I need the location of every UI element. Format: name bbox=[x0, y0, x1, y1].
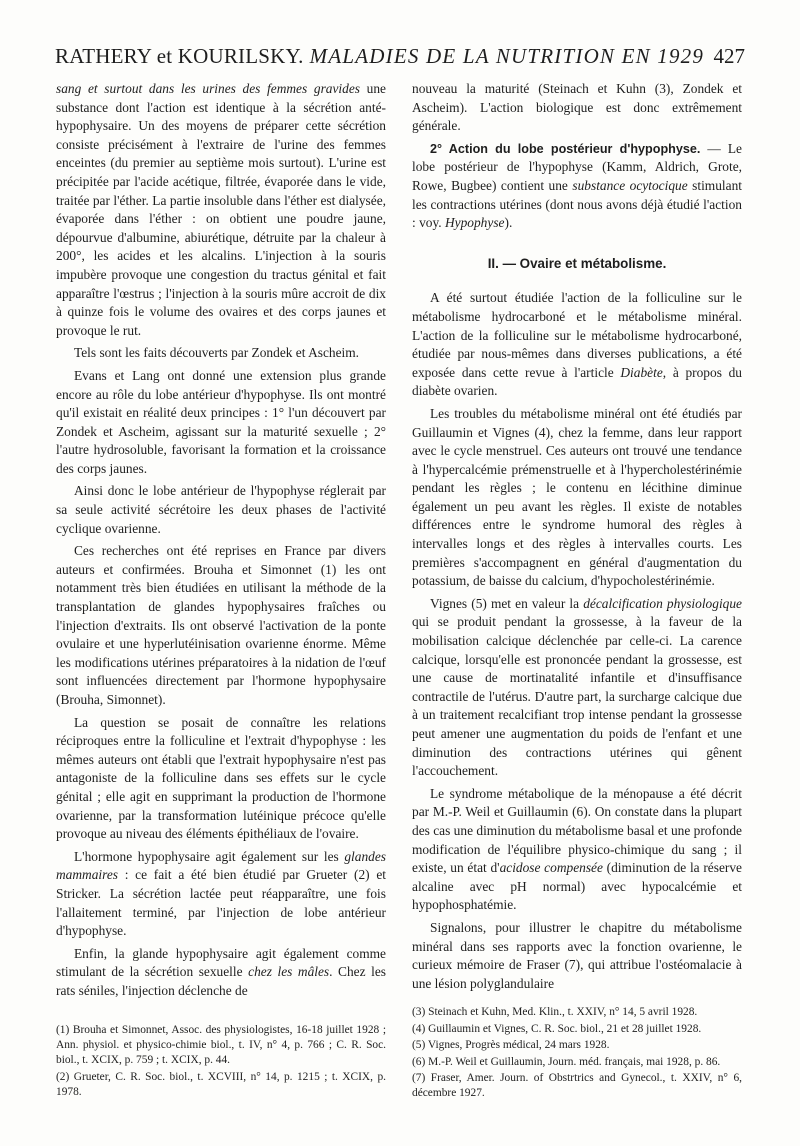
text-span: (diminution de la réserve alcaline avec pH normal) avec hypocalcémie et hypophosphatémie. bbox=[412, 860, 742, 913]
footnote: (2) Grueter, C. R. Soc. biol., t. XCVIII, n° 14, p. 1215 ; t. XCIX, p. 1978. bbox=[56, 1070, 386, 1099]
paragraph bbox=[56, 80, 386, 340]
paragraph: La question se posait de connaître les relations réciproques entre la folliculine et l'extrait d'hypophyse : les mêmes auteurs ont établi que l'extrait hypophysaire n'est pas antagoniste de la folliculine dans ses effets sur le cycle génital ; elle agit en supprimant la production de l'hormone ovarienne, par la transformation lutéinique précoce qu'elle provoque au niveau des éléments épithéliaux de l'ovaire. bbox=[56, 714, 386, 842]
section-heading: II. — Ovaire et métabolisme. bbox=[487, 255, 667, 271]
italic-span: glandes mammaires bbox=[56, 848, 386, 883]
text-span: , à propos du diabète ovarien. bbox=[412, 364, 742, 399]
italic-span: sang et surtout dans les urines des femmes gravides bbox=[56, 81, 360, 96]
italic-span: acidose compensée bbox=[499, 860, 603, 876]
text-span: L'hormone hypophysaire agit également sur les bbox=[74, 848, 345, 864]
left-column bbox=[56, 80, 386, 1140]
text-span: stimulant les contractions utérines (dont nous avons déjà étudié l'action : voy. bbox=[412, 177, 742, 231]
paragraph: Ces recherches ont été reprises en France par divers auteurs et confirmées. Brouha et Simonnet (1) les ont notamment très bien étudiées en utilisant la méthode de la transplantation de glandes hypophysaires fraîches ou l'injection d'extraits. Ils ont observé l'activation de la ponte ovulaire et une hyperlutéinisation ovarienne énorme. Même les modifications utérines préparatoires à la nidation de l'œuf sont influencées directement par l'hormone hypophysaire (Brouha, Simonnet). bbox=[56, 543, 386, 707]
paragraph bbox=[412, 289, 742, 401]
right-column bbox=[412, 80, 742, 1140]
footnote: (4) Guillaumin et Vignes, C. R. Soc. biol., 21 et 28 juillet 1928. bbox=[412, 1022, 702, 1035]
footnote: (1) Brouha et Simonnet, Assoc. des physiologistes, 16-18 juillet 1928 ; Ann. physiol. et physico-chimie biol., t. IV, n° 4, p. 766 ; C. R. Soc. biol., t. XCIX, p. 759 ; t. XCIX, p. 44. bbox=[56, 1023, 386, 1067]
running-header bbox=[55, 44, 745, 74]
text-span: A été surtout étudiée l'action de la folliculine sur le métabolisme hydrocarboné et le métabolisme minéral. L'action de la folliculine sur le métabolisme hydrocarboné, étudiée par nous-mêmes dans diverses publications, a été exposée dans cette revue à l'article bbox=[412, 290, 742, 380]
text-span: Enfin, la glande hypophysaire agit également comme stimulant de la sécrétion sexuelle bbox=[56, 945, 386, 980]
footnote: (6) M.-P. Weil et Guillaumin, Journ. méd. français, mai 1928, p. 86. bbox=[412, 1055, 721, 1068]
text-span: qui se produit pendant la grossesse, à la faveur de la mobilisation calcique déclenchée par celle-ci. La carence calcique, lorsqu'elle est prononcée pendant la grossesse, est une cause de mortinatalité infantile et d'insuffisance contractile de l'utérus. D'autre part, la surcharge calcique due à un traitement recalcifiant trop intense pendant la grossesse peut amener une augmentation du poids de l'enfant et une diminution des contractions utérines qui gênent l'accouchement. bbox=[412, 614, 742, 779]
italic-span: Diabète bbox=[620, 364, 663, 380]
paragraph: Ainsi donc le lobe antérieur de l'hypophyse réglerait par sa seule activité sécrétoire les deux phases de l'activité cyclique ovarienne. bbox=[56, 483, 386, 536]
paragraph bbox=[412, 785, 742, 915]
footnotes-right bbox=[412, 1005, 742, 1101]
text-span: . Chez les rats séniles, l'injection déclenche de bbox=[56, 964, 386, 998]
italic-span: chez les mâles bbox=[248, 964, 330, 980]
footnote: (7) Fraser, Amer. Journ. of Obstrtrics and Gynecol., t. XXIV, n° 6, décembre 1927. bbox=[412, 1071, 742, 1100]
text-span: : ce fait a été bien étudié par Grueter (2) et Stricker. La sécrétion lactée peut réapparaître, une fois l'allaitement terminé, par l'injection de lobe antérieur d'hypophyse. bbox=[56, 867, 386, 939]
paragraph: nouveau la maturité (Steinach et Kuhn (3), Zondek et Ascheim). L'action biologique est donc extrêmement générale. bbox=[412, 81, 742, 134]
text-span: — Le lobe postérieur de l'hypophyse (Kamm, Aldrich, Grote, Rowe, Bugbee) contient une bbox=[412, 140, 742, 193]
text-span: ). bbox=[504, 215, 513, 231]
paragraph: Evans et Lang ont donné une extension plus grande encore au rôle du lobe antérieur d'hypophyse. Ils ont montré qu'il existait en réalité deux principes : 1° l'un découvert par Zondek et Ascheim, agissant sur la maturité sexuelle ; 2° l'autre hydrosoluble, favorisant la formation et la croissance des corps jaunes. bbox=[56, 367, 386, 476]
paragraph: Tels sont les faits découverts par Zondek et Ascheim. bbox=[74, 345, 360, 361]
paragraph bbox=[56, 945, 386, 1001]
footnotes-left bbox=[56, 1023, 386, 1101]
paragraph bbox=[412, 140, 742, 233]
italic-span: décalcification physiologique bbox=[583, 595, 742, 611]
page-number: 427 bbox=[713, 44, 745, 68]
header-authors: RATHERY et KOURILSKY. bbox=[55, 44, 304, 68]
subsection-heading: 2° Action du lobe postérieur d'hypophyse. bbox=[430, 141, 701, 156]
text-span: Le syndrome métabolique de la ménopause a été décrit par M.-P. Weil et Guillaumin (6). On constate dans la plupart des cas une diminution du métabolisme basal et une profonde modification de l'équilibre physico-chimique du sang ; il existe, un état d' bbox=[412, 785, 742, 876]
text-span: Vignes (5) met en valeur la bbox=[430, 595, 584, 611]
italic-span: Hypophyse bbox=[444, 215, 505, 231]
italic-span: substance ocytocique bbox=[572, 177, 688, 193]
footnote: (3) Steinach et Kuhn, Med. Klin., t. XXIV, n° 14, 5 avril 1928. bbox=[412, 1006, 698, 1019]
header-journal-title: MALADIES DE LA NUTRITION EN 1929 bbox=[309, 44, 705, 68]
paragraph: Les troubles du métabolisme minéral ont été étudiés par Guillaumin et Vignes (4), chez la femme, dans leur rapport avec le cycle menstruel. Ces auteurs ont trouvé une tendance à l'hypercalcémie prémenstruelle et à l'hypercholestérinémie pendant les règles ; le contenu en lécithine diminue également un peu avant les règles. Il existe de notables différences entre le syndrome humoral des règles à intervalles longs et des règles à intervalles courts. Les premières s'accompagnent en général d'augmentation du potassium, de baisse du calcium, d'hypocholestérinémie. bbox=[412, 405, 742, 589]
paragraph bbox=[56, 848, 386, 941]
text-span: une substance dont l'action est identique à la sécrétion anté-hypophysaire. Un des moyens de préparer cette sécrétion consiste précisément à l'extraire de l'urine des femmes enceintes (du premier au septième mois surtout). L'urine est précipitée par l'acide acétique, filtrée, évaporée dans le vide, traitée par l'éther. La partie insoluble dans l'éther est dialysée, évaporée dans l'éther : on obtient une poudre jaune, dépourvue d'albumine, abiurétique, détruite par la chaleur à 200°, les acides et les alcalins. L'injection à la souris impubère provoque une congestion du tractus génital et fait apparaître l'œstrus ; l'injection à la souris mûre accroit de dix à quinze fois le volume des ovaires et des corps jaunes et provoque le rut. bbox=[56, 81, 386, 338]
footnote: (5) Vignes, Progrès médical, 24 mars 1928. bbox=[412, 1039, 610, 1052]
paragraph bbox=[412, 595, 742, 781]
paragraph: Signalons, pour illustrer le chapitre du métabolisme minéral dans ses rapports avec la fonction ovarienne, le curieux mémoire de Fraser (7), qui attribue l'ostéomalacie à une lésion polyglandulaire bbox=[412, 919, 742, 991]
